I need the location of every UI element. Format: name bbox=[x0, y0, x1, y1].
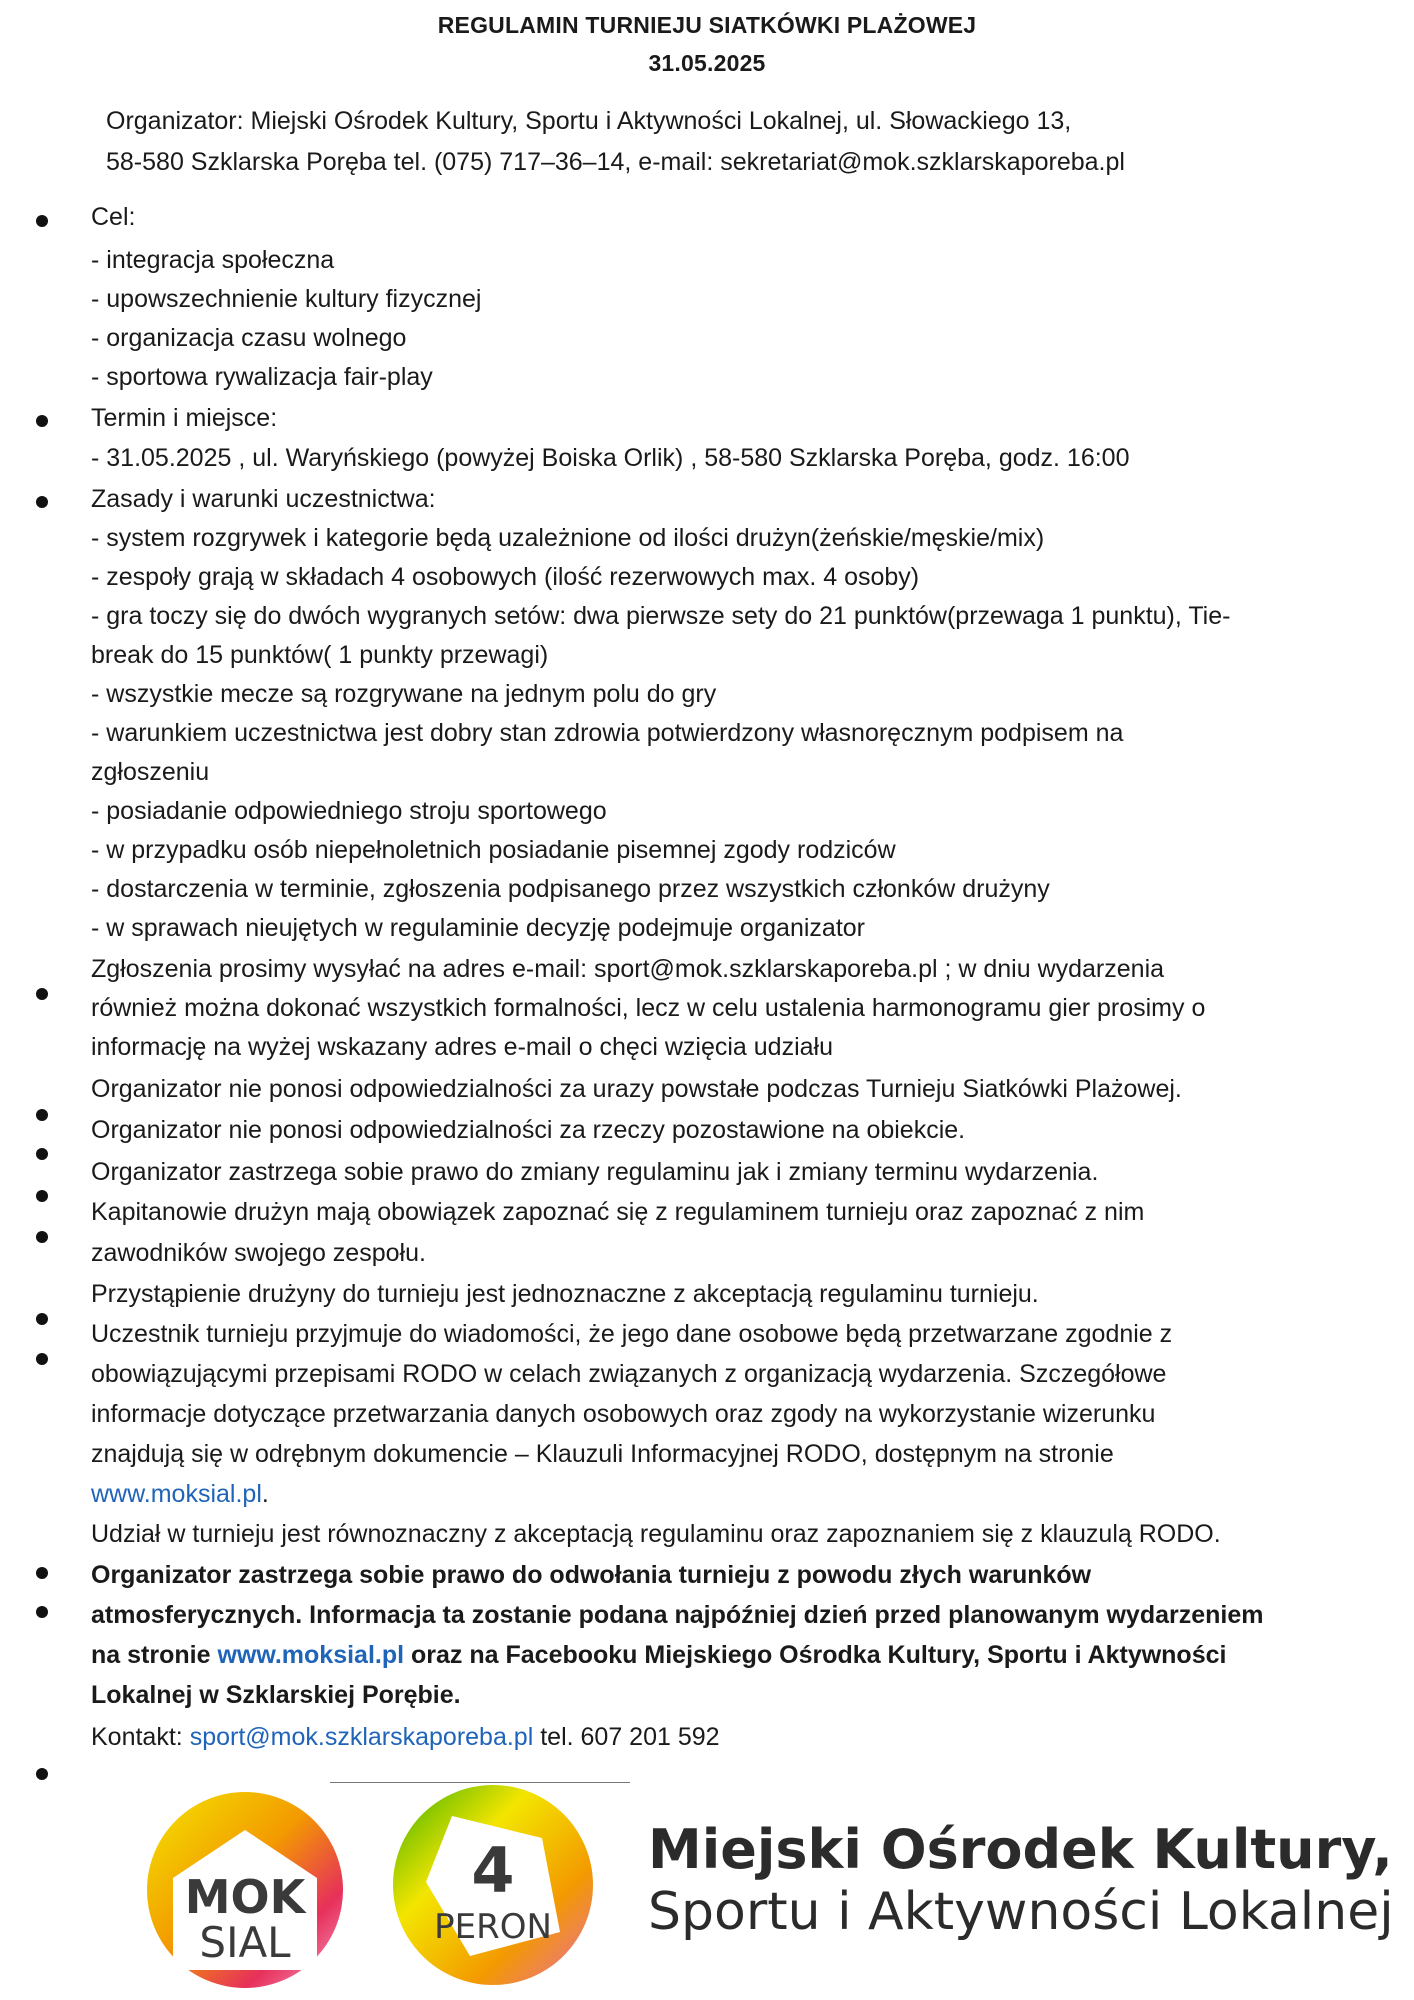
cancellation-suffix: oraz na Facebooku Miejskiego Ośrodka Kultury, Sportu i Aktywności bbox=[411, 1641, 1227, 1669]
captains-duty-text: zawodników swojego zespołu. bbox=[91, 1239, 426, 1267]
rule-item-continued: break do 15 punktów( 1 punkty przewagi) bbox=[91, 641, 549, 669]
rodo-link-line bbox=[91, 1480, 269, 1509]
rodo-text: informacje dotyczące przetwarzania danych osobowych oraz zgody na wykorzystanie wizerunku bbox=[91, 1400, 1156, 1428]
rule-item: - zespoły grają w składach 4 osobowych (ilość rezerwowych max. 4 osoby) bbox=[91, 563, 920, 591]
bullet-dot bbox=[36, 1190, 48, 1202]
rodo-link-suffix: . bbox=[261, 1480, 269, 1508]
rule-item-continued: zgłoszeniu bbox=[91, 758, 210, 786]
cancellation-notice: Lokalnej w Szklarskiej Porębie. bbox=[91, 1681, 461, 1709]
cancellation-notice: atmosferycznych. Informacja ta zostanie podana najpóźniej dzień przed planowanym wydarzeniem bbox=[91, 1601, 1264, 1629]
section-rules-heading: Zasady i warunki uczestnictwa: bbox=[91, 485, 436, 513]
rules-change-text: Organizator zastrzega sobie prawo do zmiany regulaminu jak i zmiany terminu wydarzenia. bbox=[91, 1158, 1099, 1186]
bullet-dot bbox=[36, 1313, 48, 1325]
rule-item: - system rozgrywek i kategorie będą uzależnione od ilości drużyn(żeńskie/męskie/mix) bbox=[91, 524, 1045, 552]
cancellation-prefix: na stronie bbox=[91, 1641, 211, 1669]
registration-text: Zgłoszenia prosimy wysyłać na adres e-mail: sport@mok.szklarskaporeba.pl ; w dniu wydarzenia bbox=[91, 955, 1165, 983]
rule-item: - w przypadku osób niepełnoletnich posiadanie pisemnej zgody rodziców bbox=[91, 836, 896, 864]
cancellation-notice-link-line bbox=[91, 1641, 1226, 1670]
organizer-line-1: Organizator: Miejski Ośrodek Kultury, Sportu i Aktywności Lokalnej, ul. Słowackiego 13, bbox=[106, 107, 1072, 135]
contact-label: Kontakt: bbox=[91, 1723, 183, 1751]
bullet-dot bbox=[36, 1148, 48, 1160]
rodo-text: Uczestnik turnieju przyjmuje do wiadomości, że jego dane osobowe będą przetwarzane zgodnie z bbox=[91, 1320, 1173, 1348]
document-date: 31.05.2025 bbox=[648, 50, 766, 76]
registration-text: informację na wyżej wskazany adres e-mail o chęci wzięcia udziału bbox=[91, 1033, 833, 1061]
moksial-link-bold[interactable]: www.moksial.pl bbox=[217, 1641, 405, 1669]
peron-word: PERON bbox=[434, 1907, 552, 1947]
section-goal-heading: Cel: bbox=[91, 203, 136, 231]
organizer-line-2: 58-580 Szklarska Poręba tel. (075) 717–36–14, e-mail: sekretariat@mok.szklarskaporeba.pl bbox=[106, 148, 1125, 176]
contact-line bbox=[91, 1723, 720, 1752]
rodo-text: znajdują się w odrębnym dokumencie – Klauzuli Informacyjnej RODO, dostępnym na stronie bbox=[91, 1440, 1114, 1468]
registration-text: również można dokonać wszystkich formalności, lecz w celu ustalenia harmonogramu gier prosimy o bbox=[91, 994, 1206, 1022]
rodo-acceptance-text: Udział w turnieju jest równoznaczny z akceptacją regulaminu oraz zapoznaniem się z klauzulą RODO. bbox=[91, 1520, 1221, 1548]
captains-duty-text: Kapitanowie drużyn mają obowiązek zapoznać się z regulaminem turnieju oraz zapoznać z nim bbox=[91, 1198, 1145, 1226]
mok-sial-logo bbox=[145, 1790, 345, 1990]
sial-text: SIAL bbox=[199, 1918, 291, 1967]
rule-item: - dostarczenia w terminie, zgłoszenia podpisanego przez wszystkich członków drużyny bbox=[91, 875, 1050, 903]
rule-item: - w sprawach nieujętych w regulaminie decyzję podejmuje organizator bbox=[91, 914, 865, 942]
goal-item: - organizacja czasu wolnego bbox=[91, 324, 407, 352]
liability-belongings-text: Organizator nie ponosi odpowiedzialności za rzeczy pozostawione na obiekcie. bbox=[91, 1116, 966, 1144]
bullet-dot bbox=[36, 1606, 48, 1618]
bullet-dot bbox=[36, 215, 48, 227]
contact-phone: tel. 607 201 592 bbox=[540, 1723, 720, 1751]
liability-injuries-text: Organizator nie ponosi odpowiedzialności za urazy powstałe podczas Turnieju Siatkówki Plażowej. bbox=[91, 1075, 1182, 1103]
bullet-dot bbox=[36, 1231, 48, 1243]
bullet-dot bbox=[36, 1768, 48, 1780]
section-date-heading: Termin i miejsce: bbox=[91, 404, 278, 432]
bullet-dot bbox=[36, 1109, 48, 1121]
brand-name-line-2: Sportu i Aktywności Lokalnej bbox=[648, 1882, 1394, 1942]
peron-logo bbox=[390, 1782, 596, 1988]
date-place-text: - 31.05.2025 , ul. Waryńskiego (powyżej Boiska Orlik) , 58-580 Szklarska Poręba, godz. 16:00 bbox=[91, 444, 1130, 472]
mok-text: MOK bbox=[184, 1870, 306, 1924]
bullet-dot bbox=[36, 496, 48, 508]
brand-name-line-1: Miejski Ośrodek Kultury, bbox=[648, 1818, 1393, 1881]
bullet-dot bbox=[36, 988, 48, 1000]
acceptance-text: Przystąpienie drużyny do turnieju jest jednoznaczne z akceptacją regulaminu turnieju. bbox=[91, 1280, 1039, 1308]
goal-item: - upowszechnienie kultury fizycznej bbox=[91, 285, 482, 313]
bullet-dot bbox=[36, 1353, 48, 1365]
peron-number: 4 bbox=[471, 1834, 515, 1907]
document-title: REGULAMIN TURNIEJU SIATKÓWKI PLAŻOWEJ bbox=[437, 12, 977, 38]
rule-item: - gra toczy się do dwóch wygranych setów: dwa pierwsze sety do 21 punktów(przewaga 1 punktu), Tie- bbox=[91, 602, 1231, 630]
goal-item: - integracja społeczna bbox=[91, 246, 335, 274]
rodo-text: obowiązującymi przepisami RODO w celach związanych z organizacją wydarzenia. Szczegółowe bbox=[91, 1360, 1167, 1388]
rule-item: - warunkiem uczestnictwa jest dobry stan zdrowia potwierdzony własnoręcznym podpisem na bbox=[91, 719, 1124, 747]
contact-email-link[interactable]: sport@mok.szklarskaporeba.pl bbox=[189, 1723, 534, 1751]
goal-item: - sportowa rywalizacja fair-play bbox=[91, 363, 433, 391]
rule-item: - wszystkie mecze są rozgrywane na jednym polu do gry bbox=[91, 680, 717, 708]
bullet-dot bbox=[36, 1567, 48, 1579]
cancellation-notice: Organizator zastrzega sobie prawo do odwołania turnieju z powodu złych warunków bbox=[91, 1561, 1092, 1589]
rule-item: - posiadanie odpowiedniego stroju sportowego bbox=[91, 797, 607, 825]
moksial-link[interactable]: www.moksial.pl bbox=[91, 1480, 262, 1508]
bullet-dot bbox=[36, 415, 48, 427]
